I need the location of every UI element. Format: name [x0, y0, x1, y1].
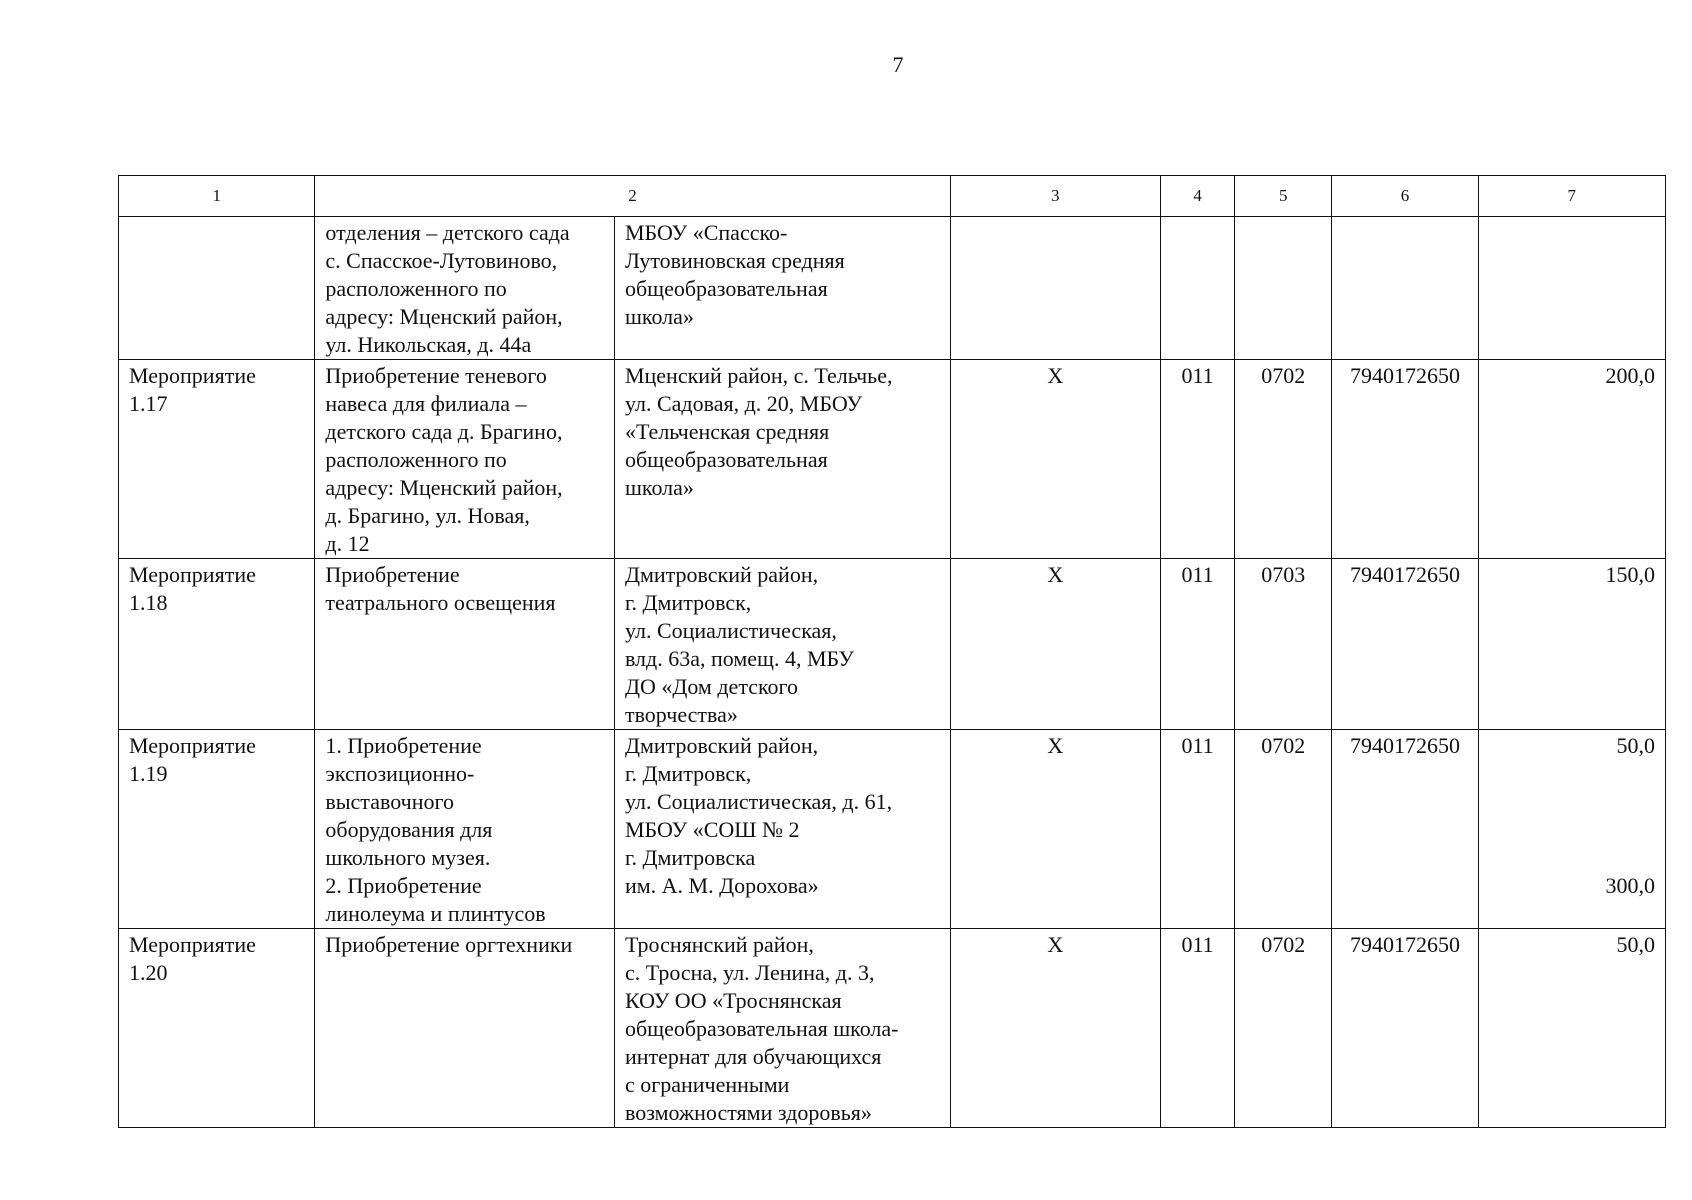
table-row — [119, 559, 1666, 730]
header-col-6: 6 — [1332, 176, 1478, 217]
event-cell — [119, 217, 315, 360]
description-cell: Приобретение театрального освещения — [315, 559, 615, 730]
header-col-4: 4 — [1161, 176, 1235, 217]
description-cell: Приобретение оргтехники — [315, 929, 615, 1128]
col4-cell: 011 — [1161, 559, 1235, 730]
col4-cell: 011 — [1161, 730, 1235, 929]
header-col-5: 5 — [1235, 176, 1332, 217]
header-col-7: 7 — [1478, 176, 1665, 217]
description-cell: отделения – детского сада с. Спасское-Лутовиново, расположенного по адресу: Мценский район, ул. Никольская, д. 44а — [315, 217, 615, 360]
table-row — [119, 217, 1666, 360]
description-cell: 1. Приобретение экспозиционно- выставочного оборудования для школьного музея. 2. Приобретение линолеума и плинтусов — [315, 730, 615, 929]
amount-cell — [1478, 730, 1665, 929]
event-cell: Мероприятие 1.17 — [119, 360, 315, 559]
event-cell: Мероприятие 1.20 — [119, 929, 315, 1128]
col3-cell: Х — [950, 730, 1160, 929]
amount-value-2: 300,0 — [1605, 873, 1655, 898]
col6-cell: 7940172650 — [1332, 730, 1478, 929]
budget-table — [118, 175, 1666, 1128]
col4-cell — [1161, 217, 1235, 360]
col6-cell — [1332, 217, 1478, 360]
page-number: 7 — [892, 52, 904, 77]
table-row — [119, 730, 1666, 929]
institution-cell: Мценский район, с. Тельчье, ул. Садовая, д. 20, МБОУ «Тельченская средняя общеобразовательная школа» — [614, 360, 950, 559]
event-cell: Мероприятие 1.18 — [119, 559, 315, 730]
table-header-row — [119, 176, 1666, 217]
col4-cell: 011 — [1161, 929, 1235, 1128]
institution-cell: Троснянский район, с. Тросна, ул. Ленина, д. 3, КОУ ОО «Троснянская общеобразовательная школа- интернат для обучающихся с ограниченными возможностями здоровья» — [614, 929, 950, 1128]
institution-cell: Дмитровский район, г. Дмитровск, ул. Социалистическая, влд. 63а, помещ. 4, МБУ ДО «Дом детского творчества» — [614, 559, 950, 730]
col5-cell: 0703 — [1235, 559, 1332, 730]
amount-cell — [1478, 217, 1665, 360]
col3-cell — [950, 217, 1160, 360]
amount-cell: 50,0 — [1478, 929, 1665, 1128]
col5-cell — [1235, 217, 1332, 360]
col5-cell: 0702 — [1235, 360, 1332, 559]
table-row — [119, 360, 1666, 559]
amount-value-1: 50,0 — [1616, 733, 1655, 758]
header-col-3: 3 — [950, 176, 1160, 217]
description-cell: Приобретение теневого навеса для филиала – детского сада д. Брагино, расположенного по адресу: Мценский район, д. Брагино, ул. Новая, д. 12 — [315, 360, 615, 559]
amount-cell: 200,0 — [1478, 360, 1665, 559]
col6-cell: 7940172650 — [1332, 360, 1478, 559]
col3-cell: Х — [950, 559, 1160, 730]
col6-cell: 7940172650 — [1332, 559, 1478, 730]
col3-cell: Х — [950, 929, 1160, 1128]
col5-cell: 0702 — [1235, 929, 1332, 1128]
amount-cell: 150,0 — [1478, 559, 1665, 730]
col6-cell: 7940172650 — [1332, 929, 1478, 1128]
col3-cell: Х — [950, 360, 1160, 559]
header-col-2: 2 — [315, 176, 950, 217]
col4-cell: 011 — [1161, 360, 1235, 559]
col5-cell: 0702 — [1235, 730, 1332, 929]
institution-cell: Дмитровский район, г. Дмитровск, ул. Социалистическая, д. 61, МБОУ «СОШ № 2 г. Дмитровска им. А. М. Дорохова» — [614, 730, 950, 929]
event-cell: Мероприятие 1.19 — [119, 730, 315, 929]
table-row — [119, 929, 1666, 1128]
header-col-1: 1 — [119, 176, 315, 217]
institution-cell: МБОУ «Спасско- Лутовиновская средняя общеобразовательная школа» — [614, 217, 950, 360]
